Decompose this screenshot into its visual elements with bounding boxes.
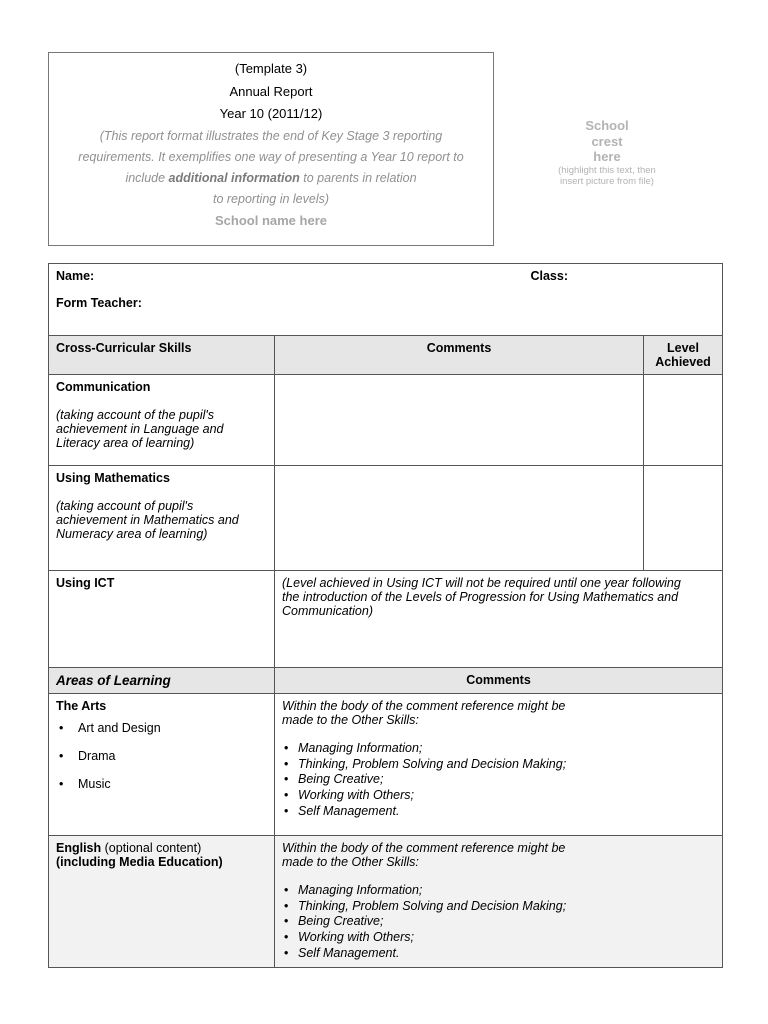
report-table xyxy=(48,263,723,968)
skill-title: Using Mathematics xyxy=(56,471,170,485)
comment-intro: Within the body of the comment reference might be made to the Other Skills: xyxy=(282,841,566,869)
note-line: to reporting in levels) xyxy=(212,191,330,206)
area-row-english xyxy=(49,836,723,968)
report-header-box xyxy=(48,52,494,246)
other-skills-list xyxy=(282,883,715,962)
comment-cell[interactable] xyxy=(275,466,644,571)
skills-col-header: Cross-Curricular Skills xyxy=(49,336,275,375)
level-col-header: Level Achieved xyxy=(644,336,723,375)
list-item: • Being Creative; xyxy=(282,772,715,788)
skill-title: Communication xyxy=(56,380,151,394)
skill-description: (taking account of the pupil's achievement in Language and Literacy area of learning) xyxy=(56,408,224,450)
list-item: • Drama xyxy=(56,749,267,763)
list-item: • Thinking, Problem Solving and Decision Making; xyxy=(282,757,715,773)
skill-title: Using ICT xyxy=(56,576,115,590)
area-row-arts xyxy=(49,694,723,836)
level-cell[interactable] xyxy=(644,466,723,571)
school-name-placeholder[interactable]: School name here xyxy=(215,212,327,228)
template-note xyxy=(49,126,493,210)
comment-intro: Within the body of the comment reference might be made to the Other Skills: xyxy=(282,699,566,727)
skill-row-mathematics xyxy=(49,466,723,571)
note-line: requirements. It exemplifies one way of presenting a Year 10 report to xyxy=(78,149,464,164)
skill-row-ict xyxy=(49,571,723,668)
area-comment-cell[interactable] xyxy=(275,836,723,968)
list-item: • Self Management. xyxy=(282,804,715,820)
area-title: English (optional content) xyxy=(56,841,202,855)
skill-description: (taking account of pupil's achievement in Mathematics and Numeracy area of learning) xyxy=(56,499,239,541)
crest-hint: insert picture from file) xyxy=(560,175,654,187)
areas-comments-header: Comments xyxy=(275,668,723,694)
name-label: Name: xyxy=(56,269,95,283)
other-skills-list xyxy=(282,741,715,820)
report-title: Annual Report xyxy=(229,83,313,99)
note-line: (This report format illustrates the end of Key Stage 3 reporting xyxy=(99,128,443,143)
skills-header-row xyxy=(49,336,723,375)
list-item: • Art and Design xyxy=(56,721,267,735)
skill-row-communication xyxy=(49,375,723,466)
template-label: (Template 3) xyxy=(234,61,308,76)
area-title: The Arts xyxy=(56,699,107,713)
comments-col-header: Comments xyxy=(275,336,644,375)
arts-subject-list xyxy=(56,721,267,791)
list-item: • Self Management. xyxy=(282,946,715,962)
area-title-suffix: (optional content) xyxy=(104,841,202,855)
note-emphasis: additional information xyxy=(168,170,300,185)
list-item: • Being Creative; xyxy=(282,914,715,930)
ict-comment: (Level achieved in Using ICT will not be required until one year following the introduction of the Levels of Progression for Using Mathematics and Communication) xyxy=(275,571,723,668)
note-line: include additional information to parents in relation xyxy=(125,170,417,185)
area-comment-cell[interactable] xyxy=(275,694,723,836)
class-label: Class: xyxy=(530,269,568,283)
list-item: • Working with Others; xyxy=(282,930,715,946)
areas-header-row xyxy=(49,668,723,694)
comment-cell[interactable] xyxy=(275,375,644,466)
school-crest-placeholder[interactable]: School crest here (highlight this text, then insert picture from file) xyxy=(540,118,674,187)
crest-hint: (highlight this text, then xyxy=(558,164,656,176)
form-teacher-label: Form Teacher: xyxy=(56,296,142,310)
list-item: • Working with Others; xyxy=(282,788,715,804)
report-year: Year 10 (2011/12) xyxy=(219,106,323,121)
list-item: • Thinking, Problem Solving and Decision Making; xyxy=(282,899,715,915)
list-item: • Music xyxy=(56,777,267,791)
list-item: • Managing Information; xyxy=(282,883,715,899)
areas-col-header: Areas of Learning xyxy=(49,668,275,694)
area-subtitle: (including Media Education) xyxy=(56,855,223,869)
level-cell[interactable] xyxy=(644,375,723,466)
list-item: • Managing Information; xyxy=(282,741,715,757)
student-details-row xyxy=(49,264,723,336)
